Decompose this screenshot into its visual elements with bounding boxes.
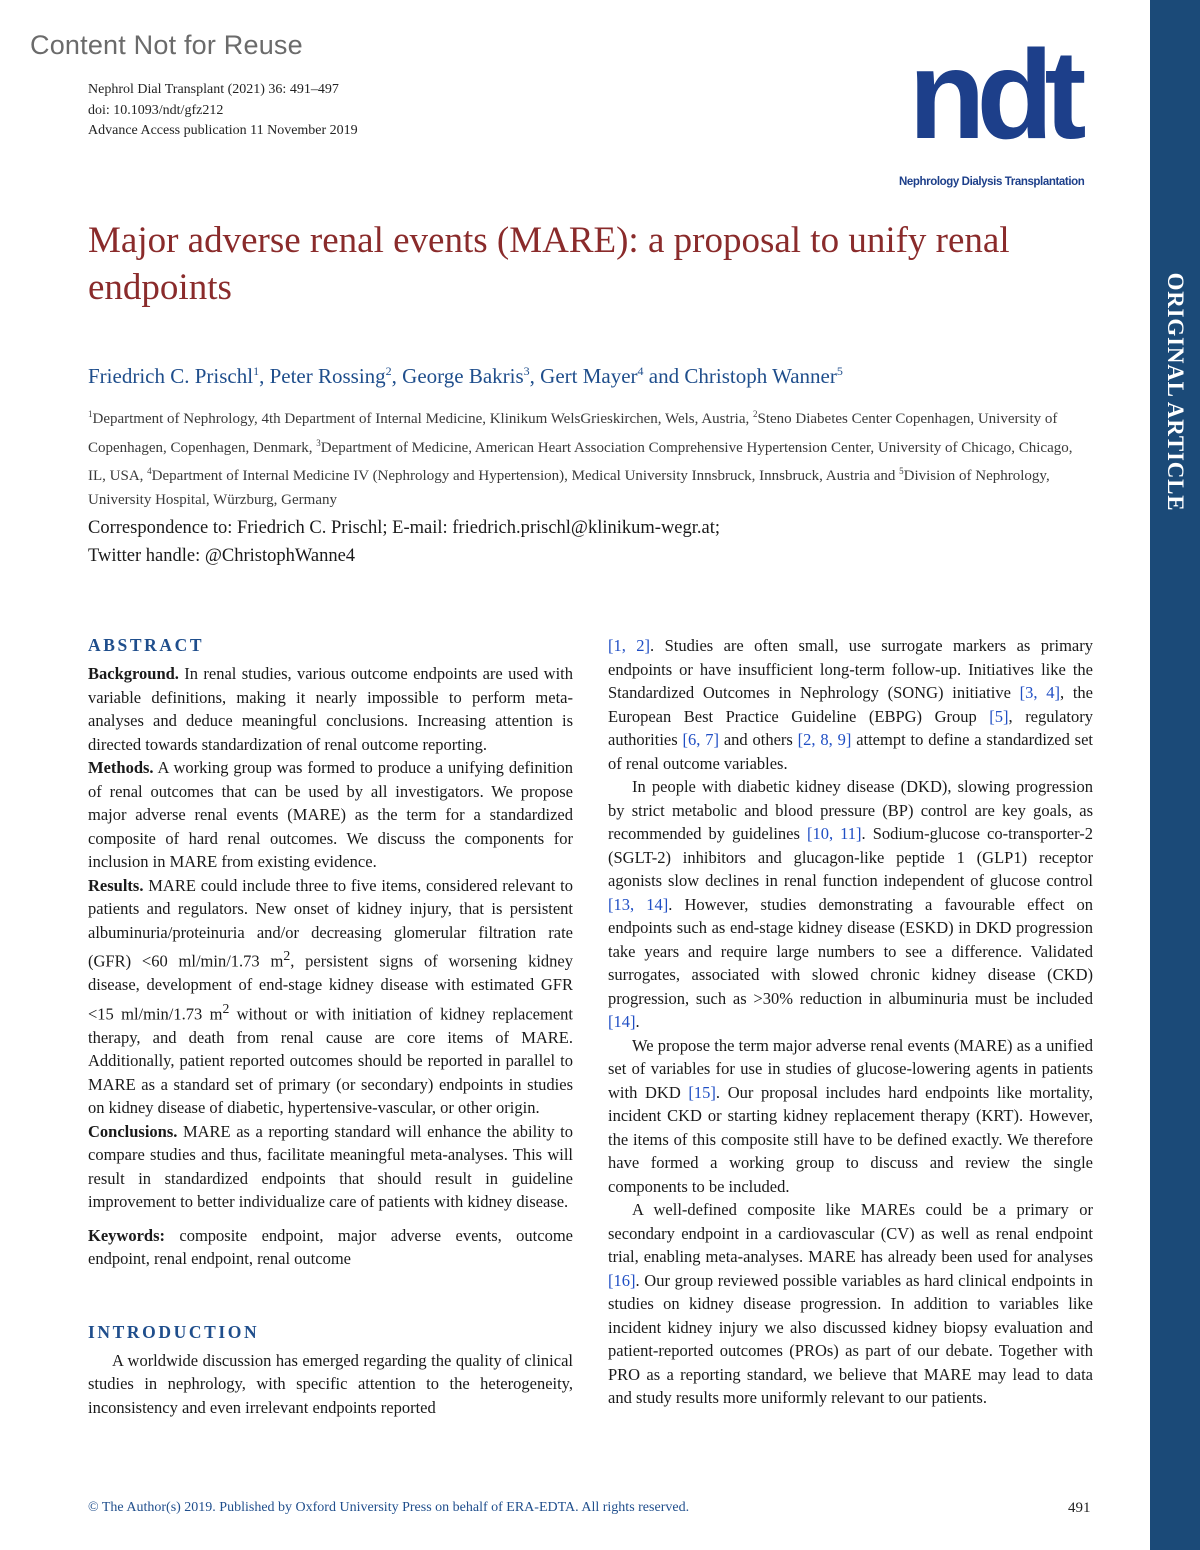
text: . Studies are often small, use surrogate markers as primary endpoints or have insufficient long-term follow-up. Initiatives like the Standardized Outcomes in Nephrology (SONG) initiative [608, 636, 1093, 702]
logo-subtitle: Nephrology Dialysis Transplantation [899, 176, 1085, 188]
keywords-text: composite endpoint, major adverse events, outcome endpoint, renal endpoint, renal outcome [88, 1225, 573, 1268]
author-sep: and [643, 364, 685, 388]
citation-link[interactable]: [14] [608, 1012, 636, 1031]
text: A well-defined composite like MAREs could be a primary or secondary endpoint in a cardiovascular (CV) as well as renal endpoint trial, enabling meta-analyses. MARE has already been used for analyses [608, 1200, 1093, 1266]
text: attempt to define a standardized set of renal outcome variables. [608, 730, 1093, 773]
intro-paragraph [608, 775, 1093, 1034]
author-sep: , [529, 364, 541, 388]
results-text: , persistent signs of worsening kidney disease, development of end-stage kidney disease with estimated GFR <15 ml/min/1.73 m [88, 951, 573, 1023]
advance-access: Advance Access publication 11 November 2019 [88, 123, 358, 138]
affiliations [88, 403, 1088, 512]
author-name[interactable]: George Bakris [402, 364, 524, 388]
author-list [88, 364, 843, 389]
right-column [608, 634, 1093, 1410]
page-number: 491 [1068, 1500, 1091, 1516]
doi: doi: 10.1093/ndt/gfz212 [88, 102, 224, 118]
abstract-background [88, 662, 573, 756]
affil-sup: 3 [316, 437, 321, 448]
intro-paragraph [608, 1198, 1093, 1410]
conclusions-text: MARE as a reporting standard will enhance the ability to compare studies and thus, facilitate meaningful meta-analyses. This will result in standardized endpoints that should result in guideline improvement to better individualize care of patients with kidney disease. [88, 1121, 573, 1211]
citation-link[interactable]: [10, 11] [806, 824, 862, 843]
author-name[interactable]: Friedrich C. Prischl [88, 364, 254, 388]
text: . Our group reviewed possible variables as hard clinical endpoints in studies on kidney disease progression. In addition to variables like incident kidney injury we also discussed kidney biopsy evaluation and patient-reported outcomes (PROs) as part of our debate. Together with PRO as a reporting standard, we believe that MARE may lead to data and study results more uniformly relevant to our patients. [608, 1270, 1093, 1407]
text: We propose the term major adverse renal events (MARE) as a unified set of variables for use in studies of glucose-lowering agents in patients with DKD [608, 1035, 1093, 1102]
results-sup: 2 [222, 1000, 230, 1016]
copyright-notice: © The Author(s) 2019. Published by Oxford University Press on behalf of ERA-EDTA. All rights reserved. [88, 1500, 690, 1515]
author-sup: 2 [385, 364, 392, 378]
correspondence-email[interactable]: Correspondence to: Friedrich C. Prischl; E-mail: friedrich.prischl@klinikum-wegr.at; [88, 518, 721, 538]
citation-link[interactable]: [1, 2] [608, 636, 651, 655]
affiliation: Department of Nephrology, 4th Department of Internal Medicine, Klinikum WelsGrieskirchen, Wels, Austria, [92, 411, 753, 427]
results-sup: 2 [283, 948, 291, 963]
affil-sup: 2 [752, 409, 758, 419]
background-text: In renal studies, various outcome endpoints are used with variable definitions, making it nearly impossible to perform meta-analyses and deduce meaningful conclusions. Increasing attention is directed towards standardization of renal outcome reporting. [88, 664, 573, 754]
affiliation: Steno Diabetes Center Copenhagen, University of Copenhagen, Copenhagen, Denmark, [88, 411, 1058, 456]
text: . However, studies demonstrating a favourable effect on endpoints such as end-stage kidney disease (ESKD) in DKD progression take years and require large numbers to see a difference. Validated surrogates, associated with slowed chronic kidney disease (CKD) progression, such as >30% reduction in albuminuria must be included [608, 894, 1093, 1008]
citation-link[interactable]: [2, 8, 9] [797, 730, 852, 749]
affiliation: Department of Medicine, American Heart Association Comprehensive Hypertension Center, University of Chicago, Chicago, IL, USA, [88, 439, 1073, 484]
citation-link[interactable]: [16] [608, 1270, 636, 1290]
left-column [88, 634, 573, 1419]
results-text: without or with initiation of kidney replacement therapy, and death from renal cause are core items of MARE. Additionally, patient reported outcomes should be reported in parallel to MARE as a standard set of primary (or secondary) endpoints in studies on kidney disease of diabetic, hypertensive-vascular, or other origin. [88, 1004, 573, 1117]
author-sup: 5 [836, 364, 843, 378]
keywords-label: Keywords: [88, 1225, 165, 1245]
author-sep: , [391, 364, 403, 388]
author-sup: 1 [253, 364, 260, 378]
journal-meta [88, 80, 358, 142]
citation-link[interactable]: [13, 14] [608, 894, 669, 914]
abstract-methods [88, 756, 573, 874]
affil-sup: 4 [147, 466, 152, 476]
introduction-heading: INTRODUCTION [88, 1321, 260, 1342]
author-sup: 3 [523, 364, 530, 378]
text: . Sodium-glucose co-transporter-2 (SGLT-2) inhibitors and glucagon-like peptide 1 (GLP1) receptor agonists slow declines in renal function independent of glucose control [608, 824, 1093, 890]
text: , regulatory authorities [608, 706, 1093, 749]
watermark: Content Not for Reuse [30, 30, 303, 60]
author-name[interactable]: Christoph Wanner [684, 364, 837, 388]
intro-paragraph [608, 1034, 1093, 1199]
citation-link[interactable]: [5] [989, 706, 1009, 726]
results-text: MARE could include three to five items, considered relevant to patients and regulators. New onset of kidney injury, that is persistent albuminuria/proteinuria and/or decreasing glomerular filtration rate (GFR) <60 ml/min/1.73 m [88, 875, 573, 971]
methods-text: A working group was formed to produce a unifying definition of renal outcomes that can be used by all investigators. We propose major adverse renal events (MARE) as the term for a standardized composite of hard renal outcomes. We discuss the components for inclusion in MARE from existing evidence. [88, 758, 573, 871]
affil-sup: 5 [899, 466, 904, 476]
author-name[interactable]: Peter Rossing [269, 364, 386, 388]
intro-paragraph-continued [608, 634, 1093, 775]
methods-label: Methods. [88, 758, 154, 777]
abstract-results [88, 874, 573, 1120]
conclusions-label: Conclusions. [88, 1121, 178, 1141]
citation-link[interactable]: [6, 7] [682, 730, 719, 749]
ndt-logo [893, 24, 1103, 196]
affiliation: Department of Internal Medicine IV (Nephrology and Hypertension), Medical University Innsbruck, Innsbruck, Austria and [151, 468, 900, 484]
article-type-label: ORIGINAL ARTICLE [1163, 272, 1188, 512]
text: . Our proposal includes hard endpoints like mortality, incident CKD or starting kidney replacement therapy (KRT). However, the items of this composite still have to be defined exactly. We therefore have formed a working group to discuss and review the single components to be included. [608, 1082, 1093, 1196]
abstract-heading: ABSTRACT [88, 635, 205, 655]
citation: Nephrol Dial Transplant (2021) 36: 491–497 [88, 82, 339, 97]
text: and others [718, 730, 798, 749]
keywords [88, 1224, 573, 1271]
article-title: Major adverse renal events (MARE): a proposal to unify renal endpoints [88, 220, 1010, 308]
twitter-handle[interactable]: Twitter handle: @ChristophWanne4 [88, 546, 356, 566]
affil-sup: 1 [88, 409, 93, 419]
correspondence [88, 514, 720, 570]
text: , the European Best Practice Guideline (EBPG) Group [608, 683, 1093, 726]
author-sup: 4 [637, 364, 644, 378]
author-sep: , [259, 364, 270, 388]
side-band [1150, 0, 1200, 1550]
text: In people with diabetic kidney disease (DKD), slowing progression by strict metabolic and blood pressure (BP) control are key goals, as recommended by guidelines [608, 777, 1093, 843]
intro-paragraph: A worldwide discussion has emerged regarding the quality of clinical studies in nephrology, with specific attention to the heterogeneity, inconsistency and even irrelevant endpoints reported [88, 1350, 573, 1417]
citation-link[interactable]: [3, 4] [1019, 683, 1060, 702]
affiliation: Division of Nephrology, University Hospital, Würzburg, Germany [88, 468, 1050, 508]
author-name[interactable]: Gert Mayer [540, 364, 638, 388]
abstract-conclusions [88, 1120, 573, 1214]
results-label: Results. [88, 875, 144, 895]
text: . [635, 1012, 640, 1031]
background-label: Background. [88, 664, 179, 683]
logo-wordmark: ndt [908, 24, 1078, 165]
citation-link[interactable]: [15] [688, 1082, 716, 1102]
